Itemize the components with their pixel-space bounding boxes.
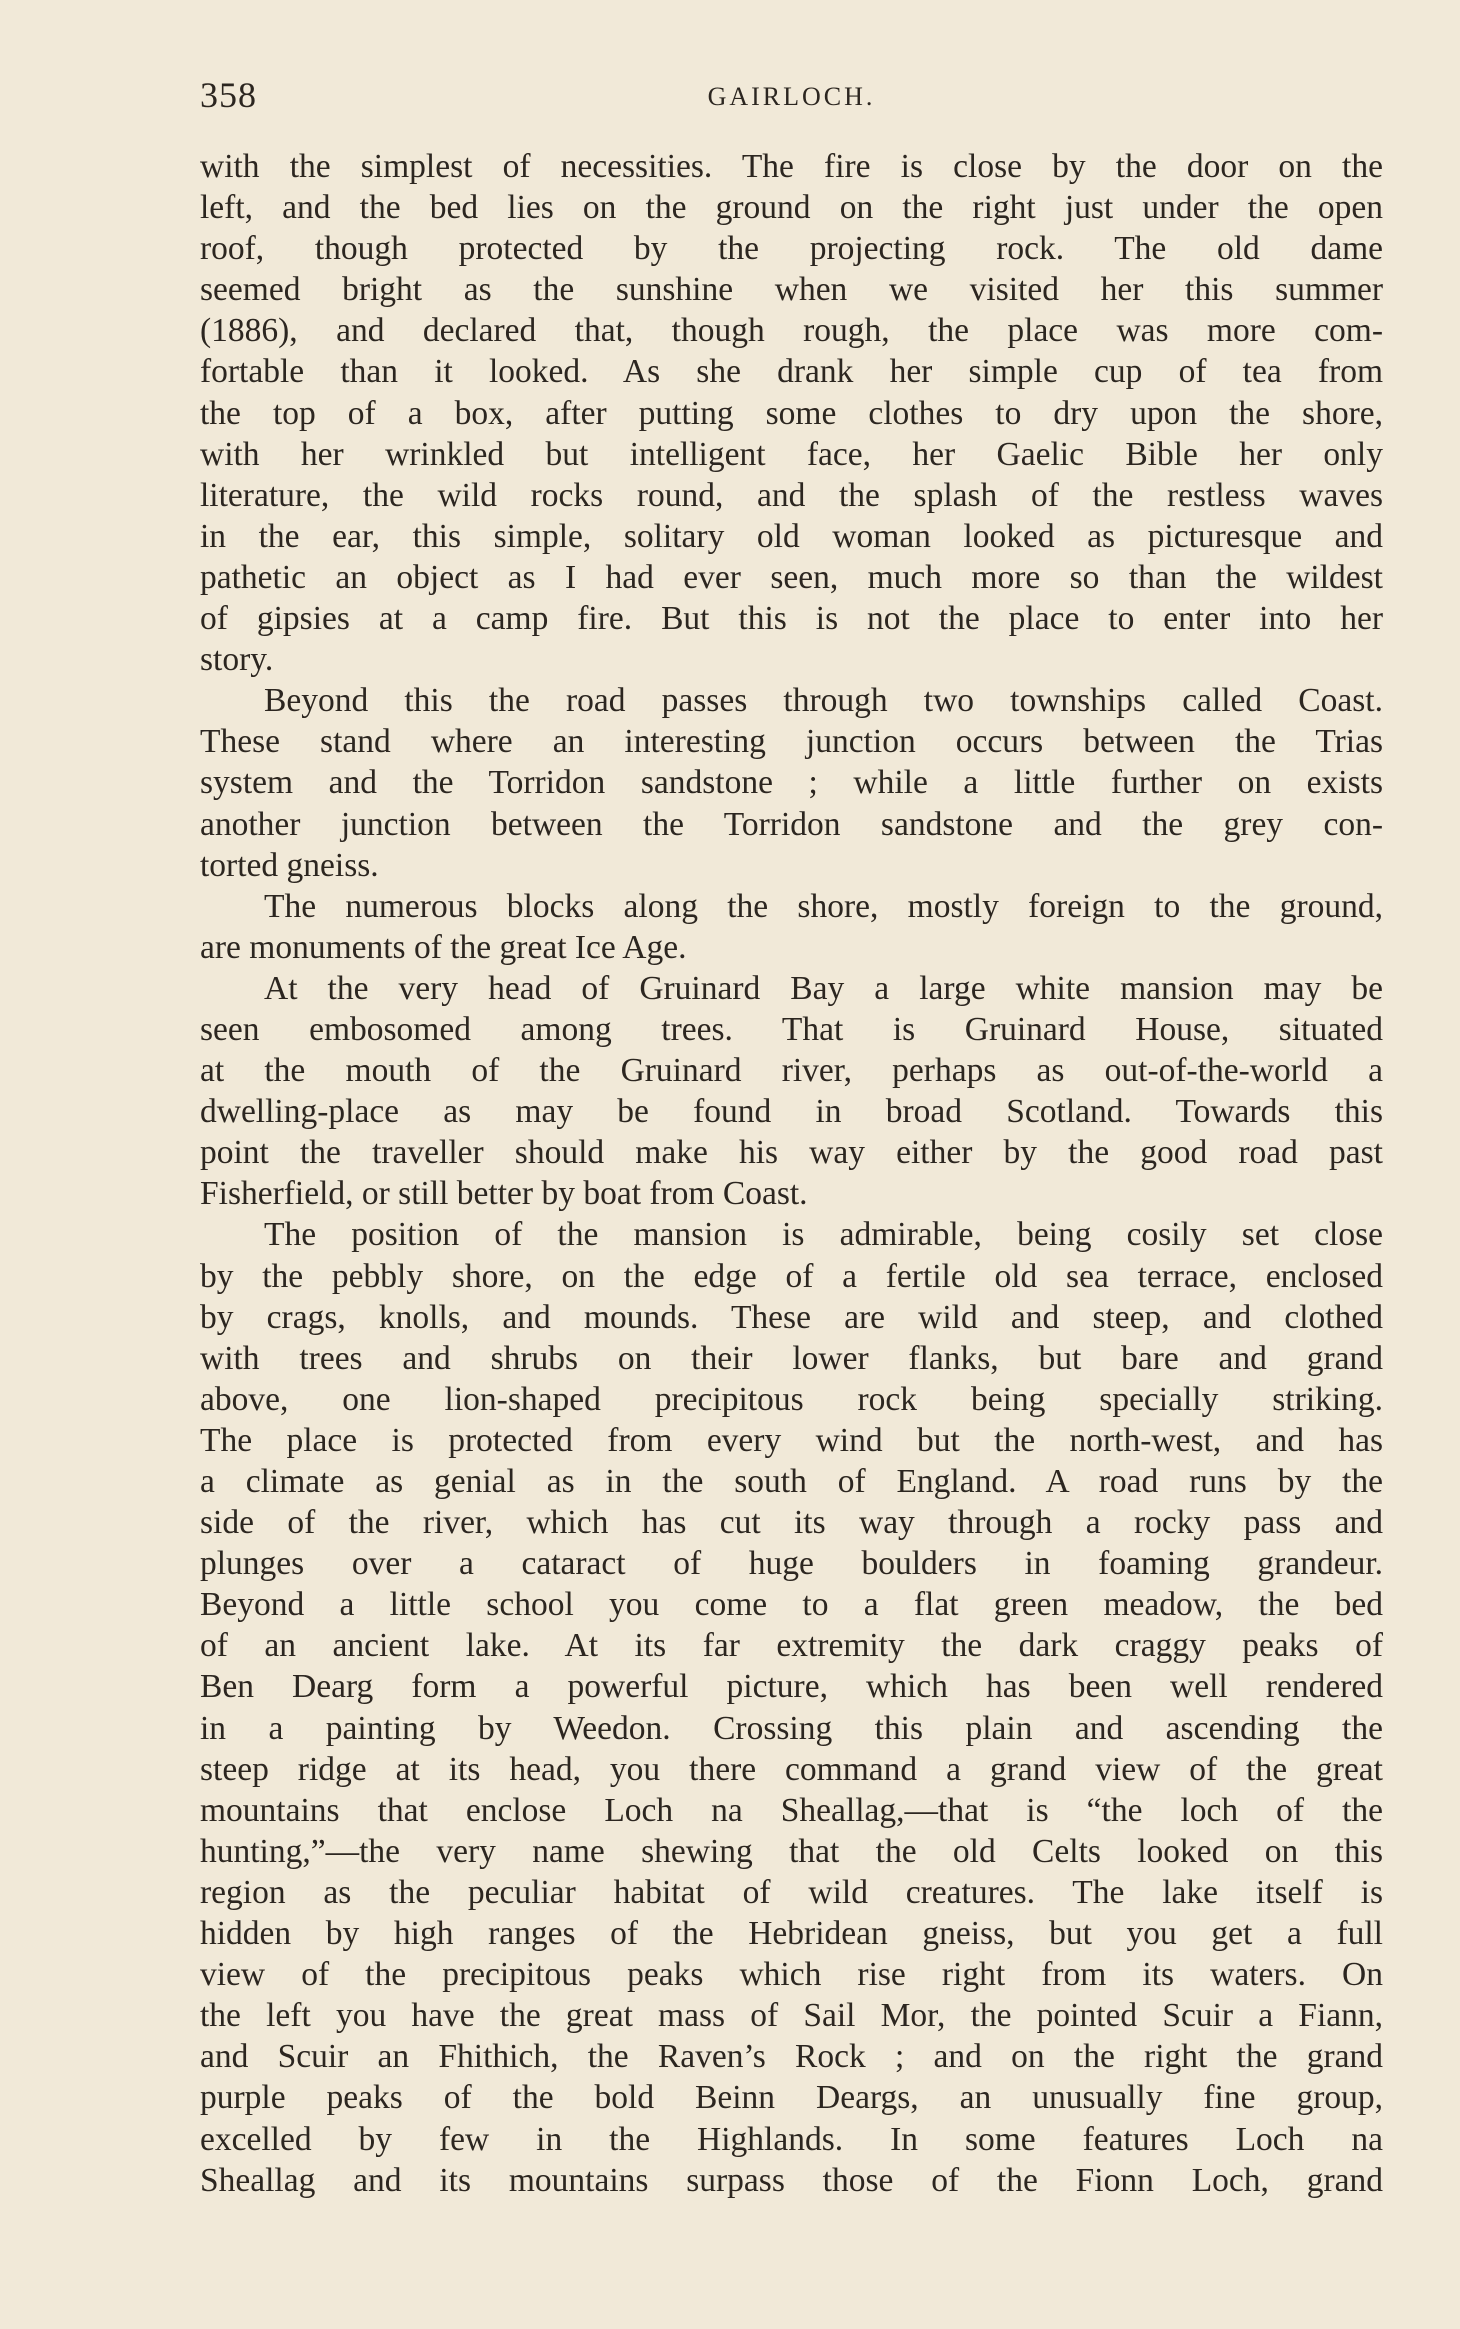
text-line: point the traveller should make his way either by the good road past	[200, 1134, 1383, 1172]
text-line: roof, though protected by the projecting rock. The old dame	[200, 230, 1383, 268]
text-line: At the very head of Gruinard Bay a large white mansion may be	[264, 969, 1383, 1007]
text-line: dwelling-place as may be found in broad Scotland. Towards this	[200, 1093, 1383, 1131]
text-line: steep ridge at its head, you there command a grand view of the great	[200, 1750, 1383, 1788]
running-head: GAIRLOCH.	[707, 82, 876, 111]
text-line: (1886), and declared that, though rough, the place was more com-	[200, 312, 1383, 350]
text-line: with trees and shrubs on their lower flanks, but bare and grand	[200, 1339, 1383, 1377]
text-line: of gipsies at a camp fire. But this is not the place to enter into her	[200, 600, 1383, 638]
text-line: view of the precipitous peaks which rise right from its waters. On	[200, 1956, 1383, 1994]
page-number: 358	[200, 75, 257, 115]
text-line: mountains that enclose Loch na Sheallag,—that is “the loch of the	[200, 1791, 1383, 1829]
text-line: seemed bright as the sunshine when we visited her this summer	[200, 271, 1383, 309]
text-line: system and the Torridon sandstone ; while a little further on exists	[200, 764, 1383, 802]
text-line: hunting,”—the very name shewing that the old Celts looked on this	[200, 1832, 1383, 1870]
text-line: at the mouth of the Gruinard river, perhaps as out-of-the-world a	[200, 1052, 1383, 1090]
text-line: are monuments of the great Ice Age.	[200, 928, 687, 966]
text-line: with her wrinkled but intelligent face, her Gaelic Bible her only	[200, 435, 1383, 473]
text-line: Beyond a little school you come to a flat green meadow, the bed	[200, 1586, 1383, 1624]
text-line: side of the river, which has cut its way through a rocky pass and	[200, 1504, 1383, 1542]
page-header	[200, 74, 1383, 124]
text-line: the top of a box, after putting some clothes to dry upon the shore,	[200, 394, 1383, 432]
text-line: the left you have the great mass of Sail Mor, the pointed Scuir a Fiann,	[200, 1997, 1383, 2035]
text-line: and Scuir an Fhithich, the Raven’s Rock ; and on the right the grand	[200, 2038, 1383, 2076]
text-line: left, and the bed lies on the ground on the right just under the open	[200, 189, 1383, 227]
text-line: story.	[200, 641, 274, 679]
text-line: The position of the mansion is admirable, being cosily set close	[264, 1216, 1383, 1254]
text-line: plunges over a cataract of huge boulders in foaming grandeur.	[200, 1545, 1383, 1583]
text-line: hidden by high ranges of the Hebridean gneiss, but you get a full	[200, 1915, 1383, 1953]
text-line: purple peaks of the bold Beinn Deargs, an unusually fine group,	[200, 2079, 1383, 2117]
text-line: seen embosomed among trees. That is Gruinard House, situated	[200, 1010, 1383, 1048]
body-text	[200, 146, 1383, 2201]
text-line: The numerous blocks along the shore, mostly foreign to the ground,	[264, 887, 1383, 925]
text-line: literature, the wild rocks round, and the splash of the restless waves	[200, 476, 1383, 514]
text-line: Fisherfield, or still better by boat from Coast.	[200, 1175, 808, 1213]
text-line: torted gneiss.	[200, 846, 379, 884]
text-line: pathetic an object as I had ever seen, much more so than the wildest	[200, 558, 1383, 596]
text-line: a climate as genial as in the south of England. A road runs by the	[200, 1463, 1383, 1500]
text-line: Ben Dearg form a powerful picture, which has been well rendered	[200, 1668, 1383, 1706]
text-line: by the pebbly shore, on the edge of a fertile old sea terrace, enclosed	[200, 1257, 1383, 1295]
text-line: in a painting by Weedon. Crossing this plain and ascending the	[200, 1709, 1383, 1747]
text-line: above, one lion-shaped precipitous rock being specially striking.	[200, 1380, 1383, 1418]
text-line: Sheallag and its mountains surpass those of the Fionn Loch, grand	[200, 2161, 1383, 2199]
text-line: fortable than it looked. As she drank her simple cup of tea from	[200, 353, 1383, 391]
text-line: These stand where an interesting junction occurs between the Trias	[200, 723, 1383, 761]
text-line: region as the peculiar habitat of wild creatures. The lake itself is	[200, 1873, 1383, 1911]
text-line: another junction between the Torridon sandstone and the grey con-	[200, 805, 1383, 843]
text-line: by crags, knolls, and mounds. These are wild and steep, and clothed	[200, 1298, 1383, 1336]
text-line: with the simplest of necessities. The fire is close by the door on the	[200, 148, 1383, 185]
text-line: in the ear, this simple, solitary old woman looked as picturesque and	[200, 517, 1383, 555]
text-line: The place is protected from every wind but the north-west, and has	[200, 1421, 1383, 1459]
text-line: excelled by few in the Highlands. In some features Loch na	[200, 2120, 1383, 2158]
text-line: of an ancient lake. At its far extremity the dark craggy peaks of	[200, 1627, 1383, 1665]
text-line: Beyond this the road passes through two townships called Coast.	[264, 682, 1383, 720]
